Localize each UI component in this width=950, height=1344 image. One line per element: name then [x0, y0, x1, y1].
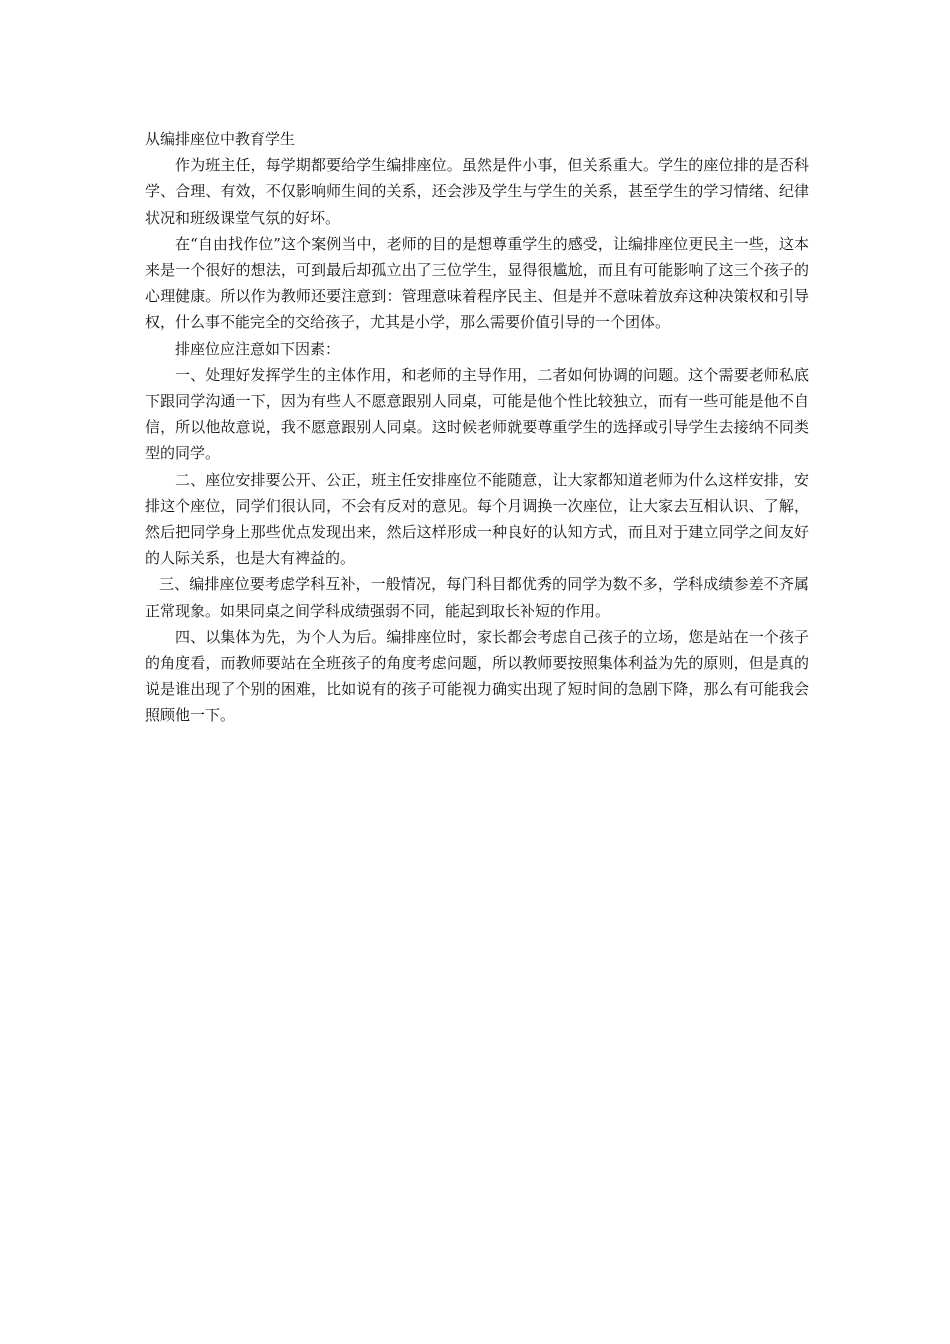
paragraph-case: 在“自由找作位”这个案例当中，老师的目的是想尊重学生的感受，让编排座位更民主一些，这本来是一个很好的想法，可到最后却孤立出了三位学生，显得很尴尬，而且有可能影响了这三个孩子的心理健康。所以作为教师还要注意到：管理意味着程序民主、但是并不意味着放弃这种决策权和引导权，什么事不能完全的交给孩子，尤其是小学，那么需要价值引导的一个团体。: [145, 234, 809, 332]
paragraph-point-1: 一、处理好发挥学生的主体作用，和老师的主导作用，二者如何协调的问题。这个需要老师私底下跟同学沟通一下，因为有些人不愿意跟别人同桌，可能是他个性比较独立，而有一些可能是他不自信，所以他故意说，我不愿意跟别人同桌。这时候老师就要尊重学生的选择或引导学生去接纳不同类型的同学。: [145, 365, 809, 463]
paragraph-point-3: 三、编排座位要考虑学科互补，一般情况，每门科目都优秀的同学为数不多，学科成绩参差不齐属正常现象。如果同桌之间学科成绩强弱不同，能起到取长补短的作用。: [145, 575, 809, 620]
paragraph-factors-heading: 排座位应注意如下因素：: [175, 339, 341, 358]
paragraph-intro: 作为班主任，每学期都要给学生编排座位。虽然是件小事，但关系重大。学生的座位排的是否科学、合理、有效，不仅影响师生间的关系，还会涉及学生与学生的关系，甚至学生的学习情绪、纪律状况和班级课堂气氛的好坏。: [145, 156, 809, 227]
document-title: 从编排座位中教育学生: [145, 130, 296, 148]
paragraph-point-4: 四、以集体为先，为个人为后。编排座位时，家长都会考虑自己孩子的立场，您是站在一个孩子的角度看，而教师要站在全班孩子的角度考虑问题，所以教师要按照集体利益为先的原则，但是真的说是谁出现了个别的困难，比如说有的孩子可能视力确实出现了短时间的急剧下降，那么有可能我会照顾他一下。: [145, 627, 809, 725]
document-page: [145, 126, 809, 729]
paragraph-point-2: 二、座位安排要公开、公正，班主任安排座位不能随意，让大家都知道老师为什么这样安排，安排这个座位，同学们很认同，不会有反对的意见。每个月调换一次座位，让大家去互相认识、了解，然后把同学身上那些优点发现出来，然后这样形成一种良好的认知方式，而且对于建立同学之间友好的人际关系，也是大有裨益的。: [145, 470, 809, 568]
